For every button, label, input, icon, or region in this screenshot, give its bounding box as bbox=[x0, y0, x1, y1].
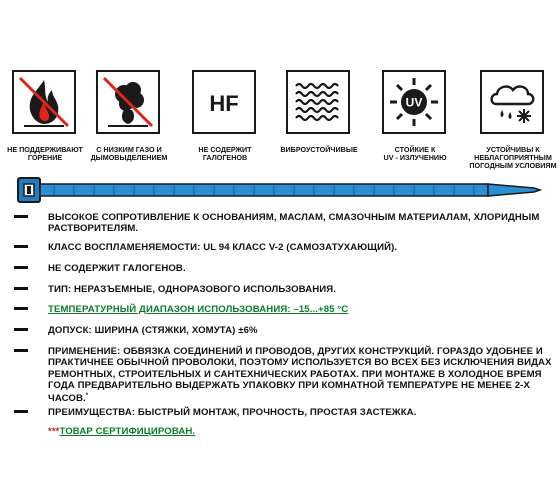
bullet-dash bbox=[14, 245, 28, 248]
temperature-range-text bbox=[48, 304, 558, 315]
icon-label-vibration: ВИБРОУСТОЙЧИВЫЕ bbox=[280, 145, 358, 154]
icon-cell-weather bbox=[468, 70, 558, 180]
feature-text: КЛАСС ВОСПЛАМЕНЯЕМОСТИ: UL 94 КЛАСС V-2 (САМОЗАТУХАЮЩИЙ). bbox=[48, 242, 398, 253]
temperature-unit: °С bbox=[337, 304, 349, 315]
feature-text: НЕ СОДЕРЖИТ ГАЛОГЕНОВ. bbox=[48, 263, 186, 274]
uv-icon-text: UV bbox=[405, 95, 423, 110]
icon-label-halogen-free: НЕ СОДЕРЖИТ ГАЛОГЕНОВ bbox=[198, 145, 252, 162]
certification-stars: *** bbox=[48, 426, 60, 437]
application-text: ПРИМЕНЕНИЕ: ОБВЯЗКА СОЕДИНЕНИЙ И ПРОВОДОВ, ДРУГИХ КОНСТРУКЦИЙ. ГОРАЗДО УДОБНЕЕ И ПРАКТИЧНЕЕ ОБЫЧНОЙ ПРОВОЛОКИ, ПОЭТОМУ ИСПОЛЬЗУЕТСЯ ВО ВСЕХ БЕЗ ИСКЛЮЧЕНИЯ ВИДАХ РЕМОНТНЫХ, СТРОИТЕЛЬНЫХ И САНТЕХНИЧЕСКИХ РАБОТАХ. ПРИ МОНТАЖЕ В ХОЛОДНОЕ ВРЕМЯ ГОДА ПРЕДВАРИТЕЛЬНО ВЫДЕРЖАТЬ УПАКОВКУ ПРИ КОМНАТНОЙ ТЕМПЕРАТУРЕ НЕ МЕНЕЕ 2-Х ЧАСОВ. bbox=[48, 346, 552, 405]
flame-crossed-icon bbox=[12, 70, 76, 134]
vibration-icon bbox=[286, 70, 350, 134]
feature-text-application bbox=[48, 346, 558, 405]
icon-label-non-flammable: НЕ ПОДДЕРЖИВАЮТ ГОРЕНИЕ bbox=[7, 145, 83, 162]
bullet-dash bbox=[14, 287, 28, 290]
certification-label: ТОВАР СЕРТИФИЦИРОВАН. bbox=[59, 426, 196, 437]
hf-icon bbox=[192, 70, 256, 134]
icon-cell-vibration bbox=[274, 70, 364, 180]
bullet-dash bbox=[14, 328, 28, 331]
bullet-dash bbox=[14, 349, 28, 352]
icon-cell-halogen-free bbox=[180, 70, 270, 180]
feature-text: ПРЕИМУЩЕСТВА: БЫСТРЫЙ МОНТАЖ, ПРОЧНОСТЬ, ПРОСТАЯ ЗАСТЕЖКА. bbox=[48, 407, 417, 418]
bullet-dash bbox=[14, 215, 28, 218]
uv-sun-icon bbox=[382, 70, 446, 134]
bullet-dash bbox=[14, 410, 28, 413]
footnote-mark: * bbox=[85, 393, 89, 400]
feature-text: ВЫСОКОЕ СОПРОТИВЛЕНИЕ К ОСНОВАНИЯМ, МАСЛАМ, СМАЗОЧНЫМ МАТЕРИАЛАМ, ХЛОРИДНЫМ РАСТВОРИТЕЛЯМ. bbox=[48, 212, 540, 235]
certification-text bbox=[48, 426, 558, 437]
feature-text: ДОПУСК: ШИРИНА (СТЯЖКИ, ХОМУТА) ±6% bbox=[48, 325, 258, 336]
cable-tie-image bbox=[14, 176, 544, 204]
weather-cloud-icon bbox=[480, 70, 544, 134]
smoke-crossed-icon bbox=[96, 70, 160, 134]
icon-cell-non-flammable bbox=[0, 70, 90, 180]
temperature-range-main: ТЕМПЕРАТУРНЫЙ ДИАПАЗОН ИСПОЛЬЗОВАНИЯ: –15...+85 bbox=[48, 304, 335, 315]
bullet-dash bbox=[14, 266, 28, 269]
icon-label-uv: СТОЙКИЕ К UV - ИЗЛУЧЕНИЮ bbox=[383, 145, 447, 162]
feature-icons-row bbox=[0, 70, 560, 180]
icon-cell-low-smoke bbox=[84, 70, 174, 180]
icon-cell-uv bbox=[370, 70, 460, 180]
hf-icon-text: HF bbox=[209, 91, 239, 116]
icon-label-weather: УСТОЙЧИВЫ К НЕБЛАГОПРИЯТНЫМ ПОГОДНЫМ УСЛОВИЯМ bbox=[469, 145, 557, 170]
bullet-dash bbox=[14, 307, 28, 310]
icon-label-low-smoke: С НИЗКИМ ГАЗО И ДЫМОВЫДЕЛЕНИЕМ bbox=[90, 145, 168, 162]
feature-text: ТИП: НЕРАЗЪЕМНЫЕ, ОДНОРАЗОВОГО ИСПОЛЬЗОВАНИЯ. bbox=[48, 284, 337, 295]
